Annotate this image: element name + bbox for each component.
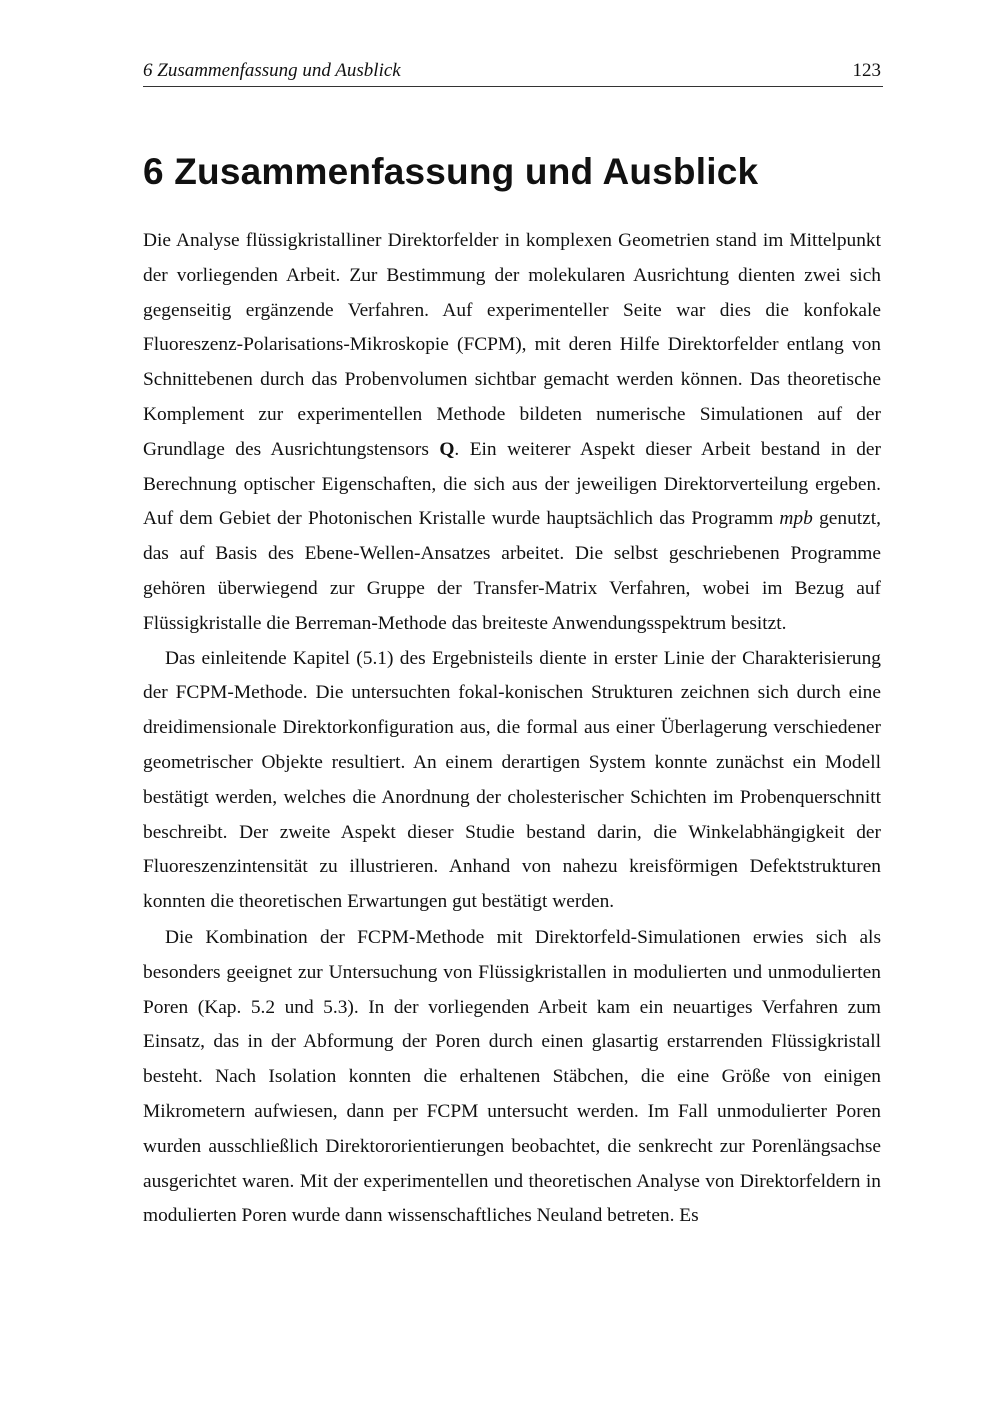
body-text	[143, 224, 881, 1234]
paragraph-1-part-b: . Ein weiterer Aspekt dieser Arbeit bestand in der Berechnung optischer Eigenschaften, die sich aus der jeweiligen Direktorverteilung ergeben. Auf dem Gebiet der Photonischen Kristalle wurde hauptsächlich das Programm	[143, 438, 881, 530]
paragraph-1-part-c: genutzt, das auf Basis des Ebene-Wellen-Ansatzes arbeitet. Die selbst geschriebenen Programme gehören überwiegend zur Gruppe der Transfer-Matrix Verfahren, wobei im Bezug auf Flüssigkristalle die Berreman-Methode das breiteste Anwendungsspektrum besitzt.	[143, 508, 881, 634]
paragraph-1	[143, 224, 881, 642]
tensor-symbol: Q	[439, 438, 455, 460]
running-header-title: 6 Zusammenfassung und Ausblick	[143, 60, 401, 81]
paragraph-2: Das einleitende Kapitel (5.1) des Ergebnisteils diente in erster Linie der Charakterisierung der FCPM-Methode. Die untersuchten fokal-konischen Strukturen zeichnen sich durch eine dreidimensionale Direktorkonfiguration aus, die formal aus einer Überlagerung verschiedener geometrischer Objekte resultiert. An einem derartigen System konnte zunächst ein Modell bestätigt werden, welches die Anordnung der cholesterischer Schichten im Probenquerschnitt beschreibt. Der zweite Aspekt dieser Studie bestand darin, die Winkelabhängigkeit der Fluoreszenzintensität zu illustrieren. Anhand von nahezu kreisförmigen Defektstrukturen konnten die theoretischen Erwartungen gut bestätigt werden.	[143, 647, 881, 913]
running-header	[143, 58, 883, 87]
page-number: 123	[852, 60, 881, 81]
paragraph-3: Die Kombination der FCPM-Methode mit Direktorfeld-Simulationen erwies sich als besonders geeignet zur Untersuchung von Flüssigkristallen in modulierten und unmodulierten Poren (Kap. 5.2 und 5.3). In der vorliegenden Arbeit kam ein neuartiges Verfahren zum Einsatz, das in der Abformung der Poren durch einen glasartig erstarrenden Flüssigkristall besteht. Nach Isolation konnten die erhaltenen Stäbchen, die eine Größe von einigen Mikrometern aufwiesen, dann per FCPM untersucht werden. Im Fall unmodulierter Poren wurden ausschließlich Direktororientierungen beobachtet, die senkrecht zur Porenlängsachse ausgerichtet waren. Mit der experimentellen und theoretischen Analyse von Direktorfeldern in modulierten Poren wurde dann wissenschaftliches Neuland betreten. Es	[143, 926, 881, 1227]
chapter-title: 6 Zusammenfassung und Ausblick	[143, 151, 759, 192]
program-name: mpb	[779, 508, 813, 530]
paragraph-1-part-a: Die Analyse flüssigkristalliner Direktorfelder in komplexen Geometrien stand im Mittelpunkt der vorliegenden Arbeit. Zur Bestimmung der molekularen Ausrichtung dienten zwei sich gegenseitig ergänzende Verfahren. Auf experimenteller Seite war dies die konfokale Fluoreszenz-Polarisations-Mikroskopie (FCPM), mit deren Hilfe Direktorfelder entlang von Schnittebenen durch das Probenvolumen sichtbar gemacht werden können. Das theoretische Komplement zur experimentellen Methode bildeten numerische Simulationen auf der Grundlage des Ausrichtungstensors	[143, 230, 881, 460]
